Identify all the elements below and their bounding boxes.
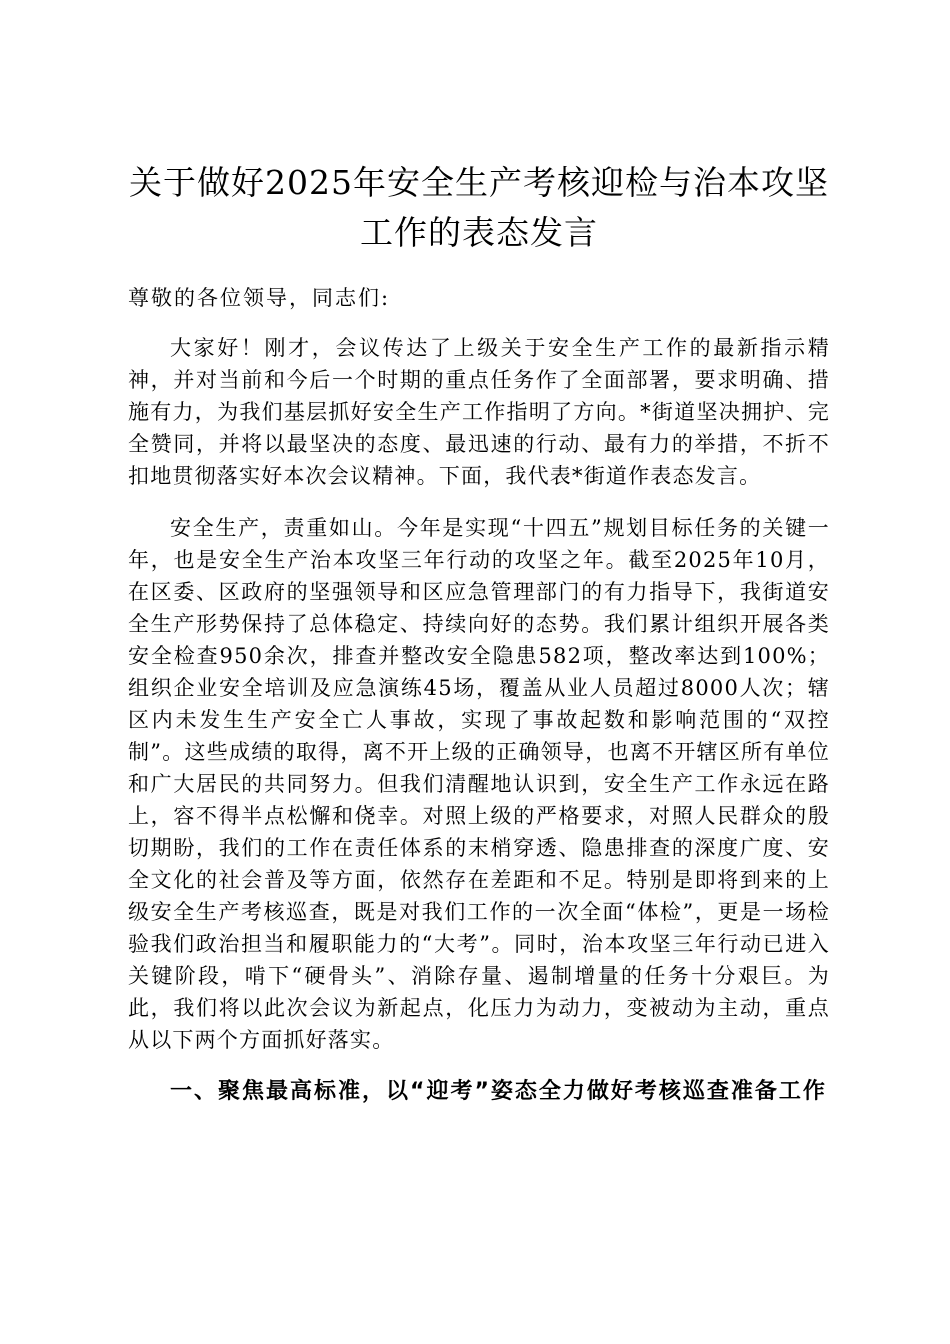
document-title: 关于做好2025年安全生产考核迎检与治本攻坚工作的表态发言	[129, 163, 829, 252]
paragraph-opening: 大家好！刚才，会议传达了上级关于安全生产工作的最新指示精神，并对当前和今后一个时期的重点任务作了全面部署，要求明确、措施有力，为我们基层抓好安全生产工作指明了方向。*街道坚决拥护、完全赞同，并将以最坚决的态度、最迅速的行动、最有力的举措，不折不扣地贯彻落实好本次会议精神。下面，我代表*街道作表态发言。	[128, 336, 830, 488]
salutation: 尊敬的各位领导，同志们:	[128, 286, 391, 310]
paragraph-situation: 安全生产，责重如山。今年是实现“十四五”规划目标任务的关键一年，也是安全生产治本攻坚三年行动的攻坚之年。截至2025年10月，在区委、区政府的坚强领导和区应急管理部门的有力指导下，我街道安全生产形势保持了总体稳定、持续向好的态势。我们累计组织开展各类安全检查950余次，排查并整改安全隐患582项，整改率达到100%；组织企业安全培训及应急演练45场，覆盖从业人员超过8000人次；辖区内未发生生产安全亡人事故，实现了事故起数和影响范围的“双控制”。这些成绩的取得，离不开上级的正确领导，也离不开辖区所有单位和广大居民的共同努力。但我们清醒地认识到，安全生产工作永远在路上，容不得半点松懈和侥幸。对照上级的严格要求，对照人民群众的殷切期盼，我们的工作在责任体系的末梢穿透、隐患排查的深度广度、安全文化的社会普及等方面，依然存在差距和不足。特别是即将到来的上级安全生产考核巡查，既是对我们工作的一次全面“体检”，更是一场检验我们政治担当和履职能力的“大考”。同时，治本攻坚三年行动已进入关键阶段，啃下“硬骨头”、消除存量、遏制增量的任务十分艰巨。为此，我们将以此次会议为新起点，化压力为动力，变被动为主动，重点从以下两个方面抓好落实。	[128, 516, 830, 1052]
section-heading-1: 一、聚焦最高标准，以“迎考”姿态全力做好考核巡查准备工作	[170, 1079, 827, 1104]
